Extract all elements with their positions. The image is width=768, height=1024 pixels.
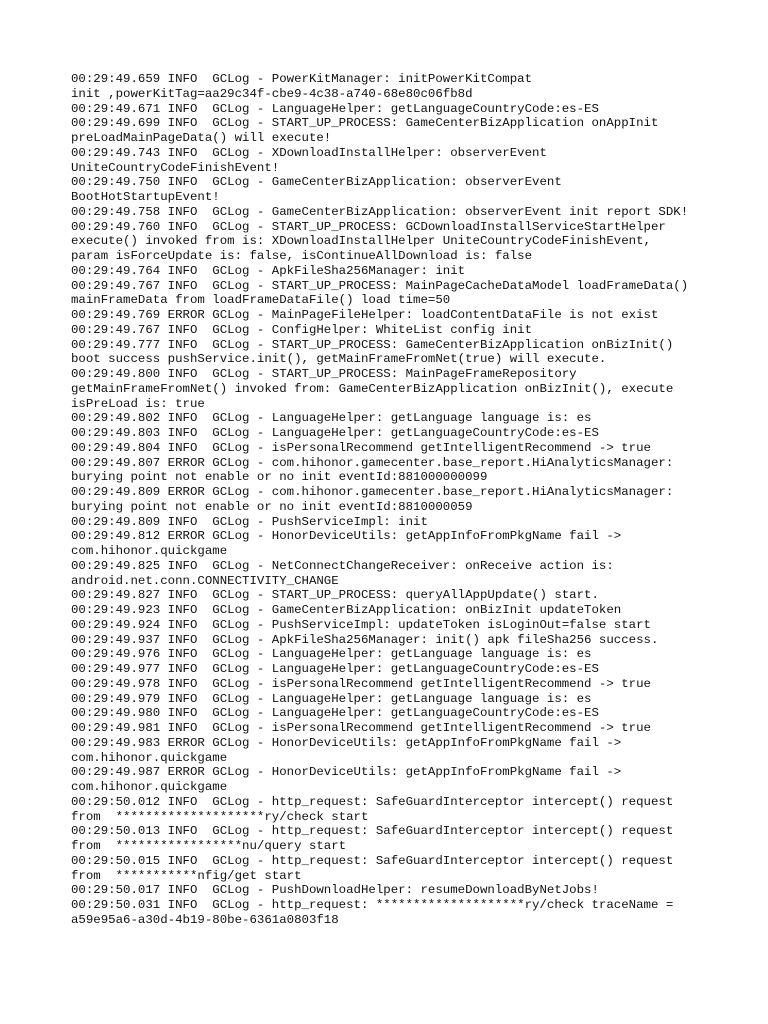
log-line: BootHotStartupEvent! — [71, 190, 220, 204]
log-line: 00:29:49.699 INFO GCLog - START_UP_PROCESS: GameCenterBizApplication onAppInit — [71, 116, 659, 131]
log-line: 00:29:49.777 INFO GCLog - START_UP_PROCESS: GameCenterBizApplication onBizInit() — [71, 337, 674, 352]
log-line: 00:29:49.825 INFO GCLog - NetConnectChangeReceiver: onReceive action is: — [71, 558, 614, 573]
log-line: 00:29:49.671 INFO GCLog - LanguageHelper: getLanguageCountryCode:es-ES — [71, 101, 599, 116]
log-line: 00:29:49.812 ERROR GCLog - HonorDeviceUtils: getAppInfoFromPkgName fail -> — [71, 529, 622, 544]
log-line: getMainFrameFromNet() invoked from: GameCenterBizApplication onBizInit(), execute — [71, 381, 674, 396]
log-line: 00:29:49.767 INFO GCLog - ConfigHelper: WhiteList config init — [71, 322, 533, 337]
log-line: 00:29:49.750 INFO GCLog - GameCenterBizApplication: observerEvent — [71, 175, 562, 190]
log-line: 00:29:49.807 ERROR GCLog - com.hihonor.gamecenter.base_report.HiAnalyticsManager: — [71, 455, 674, 470]
log-line: 00:29:50.015 INFO GCLog - http_request: SafeGuardInterceptor intercept() request — [71, 853, 674, 868]
log-line: com.hihonor.quickgame — [71, 750, 228, 765]
log-line: a59e95a6-a30d-4b19-80be-6361a0803f18 — [71, 912, 339, 927]
log-line: init ,powerKitTag=aa29c34f-cbe9-4c38-a740-68e80c06fb8d — [71, 86, 473, 101]
log-line: 00:29:49.743 INFO GCLog - XDownloadInstallHelper: observerEvent — [71, 145, 547, 160]
log-line: param isForceUpdate is: false, isContinueAllDownload is: false — [71, 249, 533, 263]
log-line: burying point not enable or no init eventId:8810000059 — [71, 499, 473, 514]
log-line: android.net.conn.CONNECTIVITY_CHANGE — [71, 573, 339, 588]
log-line: execute() invoked from is: XDownloadInstallHelper UniteCountryCodeFinishEvent, — [71, 234, 651, 249]
log-line: 00:29:50.017 INFO GCLog - PushDownloadHelper: resumeDownloadByNetJobs! — [71, 883, 599, 898]
log-line: 00:29:49.978 INFO GCLog - isPersonalRecommend getIntelligentRecommend -> true — [71, 676, 651, 691]
log-line: 00:29:49.827 INFO GCLog - START_UP_PROCESS: queryAllAppUpdate() start. — [71, 588, 599, 603]
log-document — [71, 72, 761, 928]
log-line: 00:29:49.979 INFO GCLog - LanguageHelper: getLanguage language is: es — [71, 691, 592, 706]
log-line: 00:29:49.800 INFO GCLog - START_UP_PROCESS: MainPageFrameRepository — [71, 367, 577, 381]
log-line: 00:29:49.659 INFO GCLog - PowerKitManager: initPowerKitCompat — [71, 72, 533, 86]
log-line: 00:29:49.764 INFO GCLog - ApkFileSha256Manager: init — [71, 263, 466, 278]
log-line: 00:29:49.981 INFO GCLog - isPersonalRecommend getIntelligentRecommend -> true — [71, 721, 651, 735]
log-line: 00:29:49.809 INFO GCLog - PushServiceImpl: init — [71, 514, 428, 529]
log-line: boot success pushService.init(), getMainFrameFromNet(true) will execute. — [71, 352, 607, 367]
log-line: 00:29:49.802 INFO GCLog - LanguageHelper: getLanguage language is: es — [71, 411, 592, 426]
log-line: 00:29:49.923 INFO GCLog - GameCenterBizApplication: onBizInit updateToken — [71, 603, 622, 617]
log-line: UniteCountryCodeFinishEvent! — [71, 160, 280, 175]
log-line: 00:29:49.767 INFO GCLog - START_UP_PROCESS: MainPageCacheDataModel loadFrameData() — [71, 278, 689, 293]
log-line: from ********************ry/check start — [71, 809, 369, 824]
log-line: 00:29:50.013 INFO GCLog - http_request: SafeGuardInterceptor intercept() request — [71, 824, 674, 839]
log-line: 00:29:49.804 INFO GCLog - isPersonalRecommend getIntelligentRecommend -> true — [71, 440, 651, 455]
log-line: 00:29:49.977 INFO GCLog - LanguageHelper: getLanguageCountryCode:es-ES — [71, 662, 599, 676]
log-line: 00:29:49.987 ERROR GCLog - HonorDeviceUtils: getAppInfoFromPkgName fail -> — [71, 765, 622, 780]
log-line: mainFrameData from loadFrameDataFile() load time=50 — [71, 293, 451, 308]
log-line: burying point not enable or no init eventId:881000000099 — [71, 470, 488, 485]
log-line: 00:29:49.758 INFO GCLog - GameCenterBizApplication: observerEvent init report SDK! — [71, 204, 689, 219]
log-line: 00:29:49.760 INFO GCLog - START_UP_PROCESS: GCDownloadInstallServiceStartHelper — [71, 219, 666, 234]
log-line: com.hihonor.quickgame — [71, 544, 228, 558]
log-line: 00:29:49.980 INFO GCLog - LanguageHelper: getLanguageCountryCode:es-ES — [71, 706, 599, 721]
log-line: 00:29:49.976 INFO GCLog - LanguageHelper: getLanguage language is: es — [71, 647, 592, 662]
log-line: from *****************nu/query start — [71, 839, 347, 853]
log-line: isPreLoad is: true — [71, 396, 205, 411]
log-line: 00:29:49.924 INFO GCLog - PushServiceImpl: updateToken isLoginOut=false start — [71, 617, 651, 632]
log-line: com.hihonor.quickgame — [71, 780, 228, 794]
log-line: from ***********nfig/get start — [71, 868, 302, 883]
log-line: preLoadMainPageData() will execute! — [71, 131, 332, 145]
log-line: 00:29:50.012 INFO GCLog - http_request: SafeGuardInterceptor intercept() request — [71, 794, 674, 809]
log-line: 00:29:49.937 INFO GCLog - ApkFileSha256Manager: init() apk fileSha256 success. — [71, 632, 659, 647]
log-line: 00:29:49.809 ERROR GCLog - com.hihonor.gamecenter.base_report.HiAnalyticsManager: — [71, 485, 674, 499]
log-line: 00:29:49.803 INFO GCLog - LanguageHelper: getLanguageCountryCode:es-ES — [71, 426, 599, 440]
log-line: 00:29:49.983 ERROR GCLog - HonorDeviceUtils: getAppInfoFromPkgName fail -> — [71, 735, 622, 750]
log-line: 00:29:49.769 ERROR GCLog - MainPageFileHelper: loadContentDataFile is not exist — [71, 308, 659, 322]
log-line: 00:29:50.031 INFO GCLog - http_request: ********************ry/check traceName = — [71, 898, 674, 912]
